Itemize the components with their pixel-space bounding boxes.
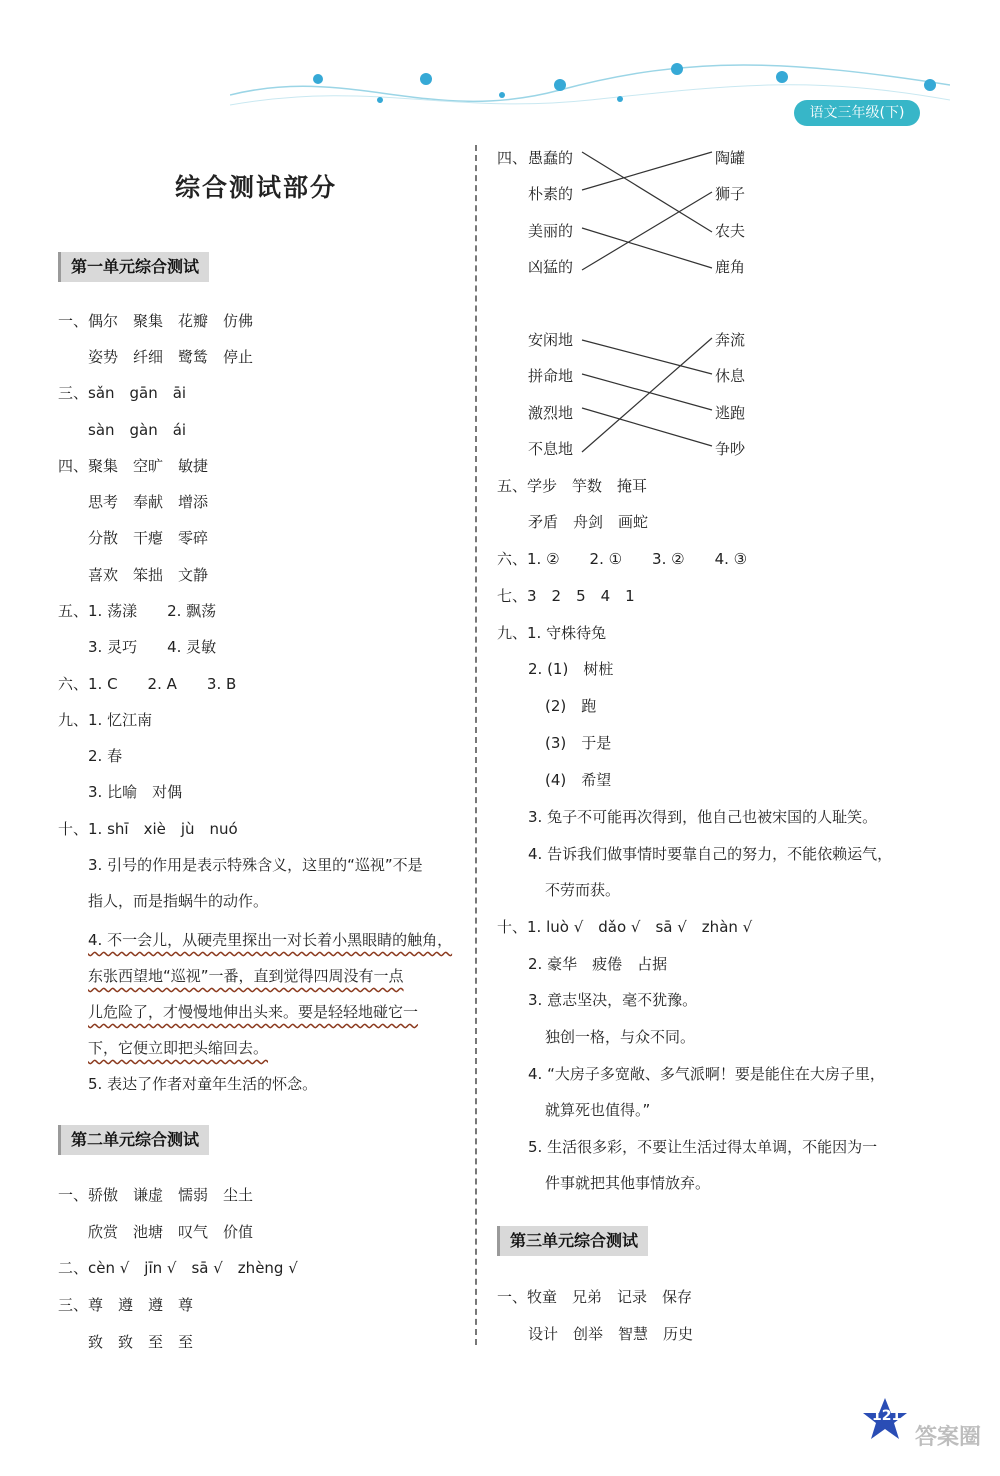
answer-line: 思考 奉献 增添 bbox=[88, 493, 209, 511]
answer-line: 十、1. shī xiè jù nuó bbox=[58, 820, 238, 838]
answer-line: 一、牧童 兄弟 记录 保存 bbox=[497, 1288, 693, 1306]
match-line bbox=[582, 374, 712, 410]
match-left-item: 激烈地 bbox=[528, 404, 574, 422]
column-divider bbox=[475, 145, 477, 1345]
match-right-item: 农夫 bbox=[715, 222, 746, 240]
match-left-item: 美丽的 bbox=[528, 222, 574, 240]
answer-line: 喜欢 笨拙 文静 bbox=[88, 566, 209, 584]
answer-line: 二、cèn √ jīn √ sā √ zhèng √ bbox=[58, 1259, 298, 1277]
answer-line: 不劳而获。 bbox=[545, 881, 621, 899]
match-line bbox=[582, 152, 712, 232]
answer-line: 三、sǎn gān āi bbox=[58, 384, 187, 402]
answer-line: 独创一格，与众不同。 bbox=[545, 1028, 696, 1046]
answer-line: 九、1. 守株待兔 bbox=[497, 624, 607, 642]
match-line bbox=[582, 192, 712, 270]
answer-line: 3. 灵巧 4. 灵敏 bbox=[88, 638, 217, 656]
answer-line: (4) 希望 bbox=[545, 771, 612, 789]
answer-line: 致 致 至 至 bbox=[88, 1333, 194, 1351]
answer-line: 2. 豪华 疲倦 占据 bbox=[528, 955, 668, 973]
match-line bbox=[582, 152, 712, 190]
answer-line: (3) 于是 bbox=[545, 734, 612, 752]
answer-line: 五、学步 竽数 掩耳 bbox=[497, 477, 648, 495]
section-unit1-heading: 第一单元综合测试 bbox=[58, 252, 209, 282]
answer-line: 3. 引号的作用是表示特殊含义，这里的“巡视”不是 bbox=[88, 856, 423, 874]
answer-line: 九、1. 忆江南 bbox=[58, 711, 153, 729]
answer-line: 就算死也值得。” bbox=[545, 1101, 651, 1119]
answer-line: 四、聚集 空旷 敏捷 bbox=[58, 457, 209, 475]
match-right-item: 奔流 bbox=[715, 331, 746, 349]
answer-line: 矛盾 舟剑 画蛇 bbox=[528, 513, 649, 531]
question-label: 四、 bbox=[497, 149, 528, 167]
answer-line: 件事就把其他事情放弃。 bbox=[545, 1174, 711, 1192]
answer-line: 3. 意志坚决，毫不犹豫。 bbox=[528, 991, 698, 1009]
answer-line: 设计 创举 智慧 历史 bbox=[528, 1325, 694, 1343]
answer-line: 一、偶尔 聚集 花瓣 仿佛 bbox=[58, 312, 254, 330]
match-left-item: 愚蠢的 bbox=[528, 149, 574, 167]
underlined-answer-line: 下，它便立即把头缩回去。 bbox=[88, 1039, 269, 1057]
match-right-item: 争吵 bbox=[715, 440, 746, 458]
match-left-item: 拼命地 bbox=[528, 367, 574, 385]
underlined-answer-line: 东张西望地“巡视”一番，直到觉得四周没有一点 bbox=[88, 967, 404, 985]
match-line bbox=[582, 408, 712, 446]
match-right-item: 陶罐 bbox=[715, 149, 746, 167]
answer-line: 指人，而是指蜗牛的动作。 bbox=[88, 892, 269, 910]
section-unit2-heading: 第二单元综合测试 bbox=[58, 1125, 209, 1155]
match-right-item: 狮子 bbox=[715, 185, 746, 203]
answer-line: 4. 告诉我们做事情时要靠自己的努力，不能依赖运气， bbox=[528, 845, 893, 863]
match-left-item: 安闲地 bbox=[528, 331, 574, 349]
answer-line: sàn gàn ái bbox=[88, 421, 187, 439]
match-left-item: 朴素的 bbox=[528, 185, 574, 203]
answer-line: 3. 比喻 对偶 bbox=[88, 783, 183, 801]
section-unit3-heading: 第三单元综合测试 bbox=[497, 1226, 648, 1256]
answer-line: 欣赏 池塘 叹气 价值 bbox=[88, 1223, 254, 1241]
answer-line: 三、尊 遵 遵 尊 bbox=[58, 1296, 194, 1314]
grade-badge: 语文三年级(下) bbox=[794, 100, 920, 126]
answer-line: 七、3 2 5 4 1 bbox=[497, 587, 635, 605]
underlined-answer-line: 儿危险了，才慢慢地伸出头来。要是轻轻地碰它一 bbox=[88, 1003, 419, 1021]
answer-line: 一、骄傲 谦虚 懦弱 尘土 bbox=[58, 1186, 254, 1204]
answer-line: 五、1. 荡漾 2. 飘荡 bbox=[58, 602, 217, 620]
answer-line: 4. “大房子多宽敞、多气派啊！要是能住在大房子里， bbox=[528, 1065, 885, 1083]
watermark: 答案圈 bbox=[915, 1425, 982, 1450]
answer-line: 2. (1) 树桩 bbox=[528, 660, 614, 678]
underlined-answer-line: 4. 不一会儿，从硬壳里探出一对长着小黑眼睛的触角， bbox=[88, 931, 453, 949]
answer-line: 六、1. ② 2. ① 3. ② 4. ③ bbox=[497, 550, 748, 568]
answer-line: 3. 兔子不可能再次得到，他自己也被宋国的人耻笑。 bbox=[528, 808, 878, 826]
match-left-item: 不息地 bbox=[528, 440, 574, 458]
answer-line: 姿势 纤细 鹭鸶 停止 bbox=[88, 348, 254, 366]
match-right-item: 鹿角 bbox=[715, 258, 746, 276]
page-number: 121 bbox=[872, 1408, 902, 1424]
match-line bbox=[582, 338, 712, 452]
answer-line: 5. 生活很多彩，不要让生活过得太单调，不能因为一 bbox=[528, 1138, 878, 1156]
match-left-item: 凶猛的 bbox=[528, 258, 574, 276]
match-line bbox=[582, 228, 712, 268]
answer-line: 十、1. luò √ dǎo √ sā √ zhàn √ bbox=[497, 918, 753, 936]
match-right-item: 休息 bbox=[715, 367, 746, 385]
answer-line: 分散 干瘪 零碎 bbox=[88, 529, 209, 547]
answer-line: 2. 春 bbox=[88, 747, 123, 765]
answer-line: 六、1. C 2. A 3. B bbox=[58, 675, 237, 693]
match-line bbox=[582, 340, 712, 374]
answer-line: 5. 表达了作者对童年生活的怀念。 bbox=[88, 1075, 318, 1093]
match-right-item: 逃跑 bbox=[715, 404, 746, 422]
answer-line: (2) 跑 bbox=[545, 697, 597, 715]
page-title: 综合测试部分 bbox=[175, 173, 338, 202]
